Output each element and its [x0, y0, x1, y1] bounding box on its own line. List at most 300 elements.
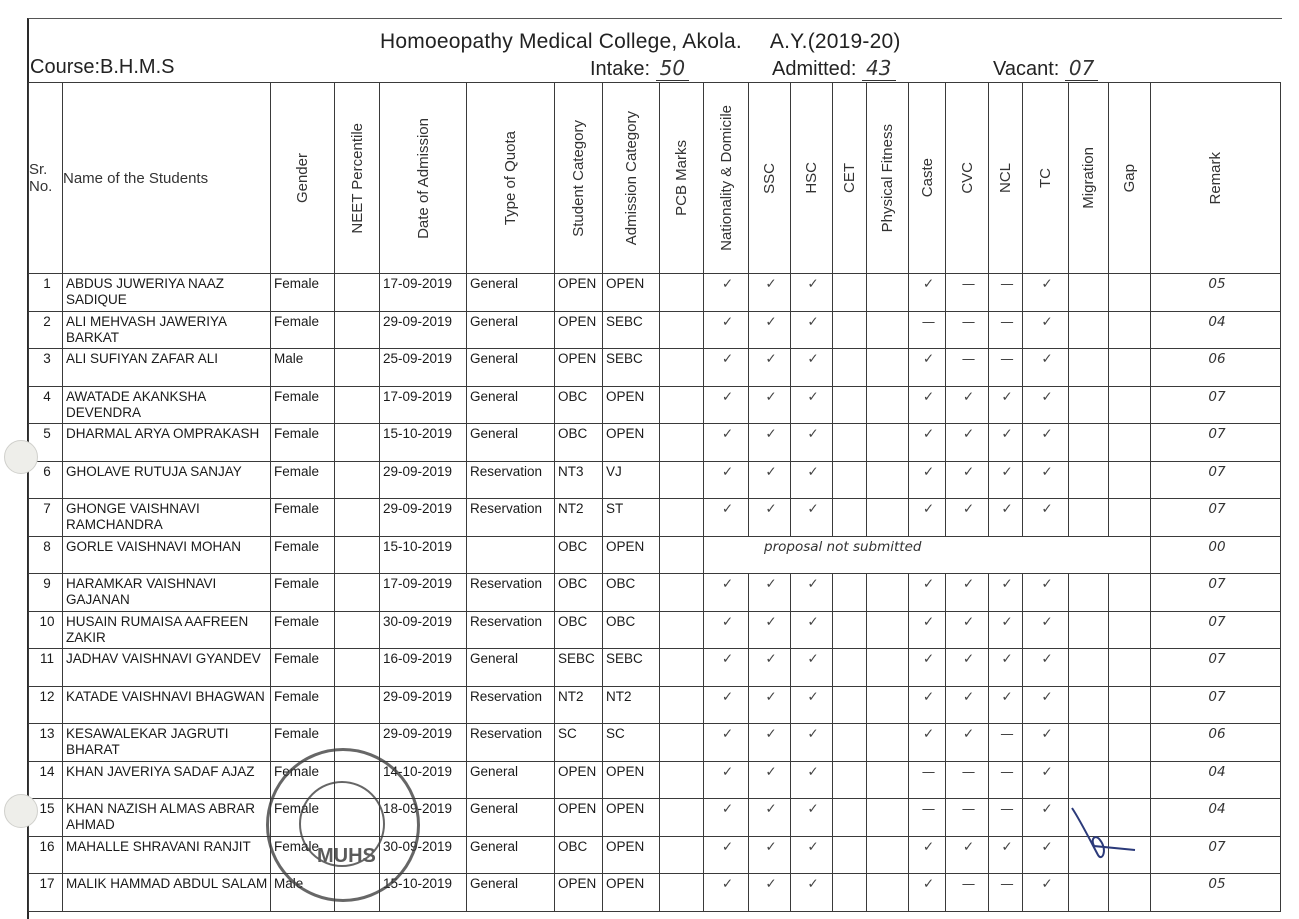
cell-pcb — [660, 799, 704, 837]
cell-nationality: ✓ — [704, 424, 749, 462]
cell-student-category: OBC — [555, 611, 603, 649]
cell-date: 16-09-2019 — [380, 649, 467, 687]
cell-cet — [833, 761, 867, 799]
cell-ncl: ✓ — [989, 836, 1023, 874]
col-ssc — [749, 83, 791, 274]
cell-admission-category: OPEN — [603, 761, 660, 799]
cell-nationality: ✓ — [704, 311, 749, 349]
cell-fitness — [867, 761, 909, 799]
cell-gap — [1109, 761, 1151, 799]
cell-cet — [833, 836, 867, 874]
col-nationality — [704, 83, 749, 274]
col-tc-label: TC — [1037, 168, 1054, 188]
cell-migration — [1069, 874, 1109, 912]
cell-gap — [1109, 461, 1151, 499]
cell-gender: Male — [271, 349, 335, 387]
cell-sr: 12 — [29, 686, 63, 724]
cell-gender: Male — [271, 874, 335, 912]
col-neet — [335, 83, 380, 274]
cell-nationality: ✓ — [704, 799, 749, 837]
cell-caste: ✓ — [909, 611, 946, 649]
intake-label: Intake: — [590, 58, 651, 80]
cell-migration — [1069, 461, 1109, 499]
cell-ncl: — — [989, 724, 1023, 762]
cell-gap — [1109, 311, 1151, 349]
cell-nationality: ✓ — [704, 761, 749, 799]
cell-pcb — [660, 611, 704, 649]
cell-student-category: NT2 — [555, 499, 603, 537]
cell-tc: ✓ — [1023, 874, 1069, 912]
cell-pcb — [660, 686, 704, 724]
cell-gender: Female — [271, 761, 335, 799]
cell-cet — [833, 799, 867, 837]
cell-cet — [833, 274, 867, 312]
cell-student-category: OPEN — [555, 311, 603, 349]
cell-caste: ✓ — [909, 686, 946, 724]
cell-migration — [1069, 724, 1109, 762]
cell-ssc: ✓ — [749, 461, 791, 499]
cell-student-category: OBC — [555, 574, 603, 612]
cell-neet — [335, 499, 380, 537]
cell-ssc: ✓ — [749, 349, 791, 387]
cell-pcb — [660, 874, 704, 912]
cell-remark: 06 — [1151, 724, 1281, 762]
cell-neet — [335, 686, 380, 724]
cell-ncl: ✓ — [989, 574, 1023, 612]
cell-quota: General — [467, 761, 555, 799]
cell-date: 29-09-2019 — [380, 311, 467, 349]
cell-ssc: ✓ — [749, 574, 791, 612]
cell-cet — [833, 311, 867, 349]
cell-pcb — [660, 386, 704, 424]
signature-mark — [1060, 800, 1140, 870]
cell-cet — [833, 724, 867, 762]
cell-hsc: ✓ — [791, 799, 833, 837]
cell-name: ABDUS JUWERIYA NAAZ SADIQUE — [63, 274, 271, 312]
col-caste-label: Caste — [918, 158, 936, 198]
cell-migration — [1069, 349, 1109, 387]
cell-cvc: ✓ — [946, 424, 989, 462]
cell-ncl: — — [989, 761, 1023, 799]
cell-quota: Reservation — [467, 686, 555, 724]
col-admission-category-label: Admission Category — [622, 110, 640, 246]
cell-cet — [833, 386, 867, 424]
cell-nationality: ✓ — [704, 274, 749, 312]
table-row — [29, 686, 1281, 724]
cell-gender: Female — [271, 799, 335, 837]
col-hsc — [791, 83, 833, 274]
cell-nationality: ✓ — [704, 874, 749, 912]
col-quota-label: Type of Quota — [502, 130, 519, 226]
cell-remark: 07 — [1151, 836, 1281, 874]
cell-quota: General — [467, 349, 555, 387]
cell-student-category: OPEN — [555, 761, 603, 799]
cell-cvc: — — [946, 349, 989, 387]
cell-quota: Reservation — [467, 611, 555, 649]
cell-date: 30-09-2019 — [380, 836, 467, 874]
cell-sr: 3 — [29, 349, 63, 387]
cell-pcb — [660, 461, 704, 499]
cell-name: ALI SUFIYAN ZAFAR ALI — [63, 349, 271, 387]
cell-name: GORLE VAISHNAVI MOHAN — [63, 536, 271, 574]
cell-ssc: ✓ — [749, 499, 791, 537]
cell-gender: Female — [271, 574, 335, 612]
cell-sr: 13 — [29, 724, 63, 762]
cell-cet — [833, 611, 867, 649]
cell-admission-category: SEBC — [603, 311, 660, 349]
cell-cet — [833, 461, 867, 499]
cell-pcb — [660, 724, 704, 762]
cell-gender: Female — [271, 686, 335, 724]
cell-gap — [1109, 649, 1151, 687]
cell-neet — [335, 424, 380, 462]
cell-pcb — [660, 311, 704, 349]
cell-neet — [335, 536, 380, 574]
col-gender — [271, 83, 335, 274]
cell-ssc: ✓ — [749, 686, 791, 724]
cell-student-category: NT3 — [555, 461, 603, 499]
cell-admission-category: ST — [603, 499, 660, 537]
cell-fitness — [867, 649, 909, 687]
cell-ncl: ✓ — [989, 611, 1023, 649]
cell-hsc: ✓ — [791, 761, 833, 799]
cell-ssc: ✓ — [749, 386, 791, 424]
admitted-group — [772, 56, 896, 81]
cell-pcb — [660, 536, 704, 574]
cell-gender: Female — [271, 424, 335, 462]
cell-date: 14-10-2019 — [380, 761, 467, 799]
cell-gender: Female — [271, 274, 335, 312]
cell-fitness — [867, 424, 909, 462]
cell-ncl: — — [989, 349, 1023, 387]
cell-gap — [1109, 274, 1151, 312]
cell-neet — [335, 649, 380, 687]
cell-hsc: ✓ — [791, 874, 833, 912]
cell-ncl: ✓ — [989, 499, 1023, 537]
cell-gap — [1109, 386, 1151, 424]
cell-sr: 6 — [29, 461, 63, 499]
cell-gap — [1109, 611, 1151, 649]
col-gender-label: Gender — [294, 152, 311, 204]
cell-student-category: OPEN — [555, 274, 603, 312]
cell-student-category: SEBC — [555, 649, 603, 687]
intake-group — [590, 56, 689, 81]
cell-gap — [1109, 686, 1151, 724]
cell-pcb — [660, 424, 704, 462]
cell-fitness — [867, 461, 909, 499]
table-row — [29, 761, 1281, 799]
cell-ssc: ✓ — [749, 874, 791, 912]
cell-tc: ✓ — [1023, 499, 1069, 537]
punch-hole — [4, 440, 38, 474]
cell-hsc: ✓ — [791, 424, 833, 462]
cell-fitness — [867, 349, 909, 387]
cell-remark: 07 — [1151, 574, 1281, 612]
table-row — [29, 536, 1281, 574]
cell-migration — [1069, 499, 1109, 537]
cell-gap — [1109, 424, 1151, 462]
cell-hsc: ✓ — [791, 611, 833, 649]
cell-date: 18-09-2019 — [380, 799, 467, 837]
cell-neet — [335, 761, 380, 799]
cell-fitness — [867, 274, 909, 312]
cell-date: 29-09-2019 — [380, 499, 467, 537]
document-title — [380, 30, 901, 54]
cell-nationality: ✓ — [704, 649, 749, 687]
cell-cet — [833, 499, 867, 537]
cell-name: DHARMAL ARYA OMPRAKASH — [63, 424, 271, 462]
cell-caste: ✓ — [909, 349, 946, 387]
college-name: Homoeopathy Medical College, Akola. — [380, 30, 742, 53]
cell-admission-category: OBC — [603, 611, 660, 649]
cell-cvc: — — [946, 311, 989, 349]
seal-abbr: MUHS — [317, 845, 376, 867]
cell-gender: Female — [271, 311, 335, 349]
cell-quota: Reservation — [467, 461, 555, 499]
cell-fitness — [867, 874, 909, 912]
cell-cet — [833, 424, 867, 462]
cell-gender: Female — [271, 611, 335, 649]
cell-ssc: ✓ — [749, 311, 791, 349]
cell-remark: 05 — [1151, 274, 1281, 312]
cell-fitness — [867, 611, 909, 649]
cell-fitness — [867, 686, 909, 724]
cell-ncl: ✓ — [989, 386, 1023, 424]
cell-neet — [335, 574, 380, 612]
cell-hsc: ✓ — [791, 836, 833, 874]
cell-student-category: OBC — [555, 424, 603, 462]
cell-ncl: ✓ — [989, 424, 1023, 462]
cell-name: GHOLAVE RUTUJA SANJAY — [63, 461, 271, 499]
cell-fitness — [867, 799, 909, 837]
cell-gender: Female — [271, 461, 335, 499]
cell-migration — [1069, 424, 1109, 462]
cell-tc: ✓ — [1023, 836, 1069, 874]
col-cet — [833, 83, 867, 274]
cell-caste: ✓ — [909, 424, 946, 462]
col-caste — [909, 83, 946, 274]
cell-admission-category: OPEN — [603, 386, 660, 424]
col-remark — [1151, 83, 1281, 274]
cell-student-category: NT2 — [555, 686, 603, 724]
cell-admission-category: OPEN — [603, 536, 660, 574]
cell-ssc: ✓ — [749, 761, 791, 799]
cell-name: ALI MEHVASH JAWERIYA BARKAT — [63, 311, 271, 349]
table-row — [29, 574, 1281, 612]
cell-hsc: ✓ — [791, 386, 833, 424]
cell-nationality: ✓ — [704, 349, 749, 387]
cell-gap — [1109, 349, 1151, 387]
cell-student-category: OBC — [555, 536, 603, 574]
cell-cet — [833, 874, 867, 912]
col-nationality-label: Nationality & Domicile — [717, 105, 735, 251]
cell-hsc: ✓ — [791, 686, 833, 724]
cell-admission-category: OPEN — [603, 799, 660, 837]
cell-remark: 07 — [1151, 611, 1281, 649]
cell-cvc: — — [946, 274, 989, 312]
cell-tc: ✓ — [1023, 424, 1069, 462]
cell-pcb — [660, 499, 704, 537]
cell-cvc: ✓ — [946, 574, 989, 612]
cell-fitness — [867, 499, 909, 537]
table-row — [29, 274, 1281, 312]
col-gap — [1109, 83, 1151, 274]
vacant-label: Vacant: — [993, 58, 1060, 80]
col-quota — [467, 83, 555, 274]
cell-cet — [833, 649, 867, 687]
cell-pcb — [660, 574, 704, 612]
table-row — [29, 424, 1281, 462]
cell-fitness — [867, 574, 909, 612]
cell-tc: ✓ — [1023, 274, 1069, 312]
col-migration-label: Migration — [1080, 147, 1097, 209]
cell-ssc: ✓ — [749, 649, 791, 687]
cell-date: 15-10-2019 — [380, 424, 467, 462]
cell-remark: 04 — [1151, 311, 1281, 349]
cell-migration — [1069, 761, 1109, 799]
cell-ncl: — — [989, 799, 1023, 837]
cell-hsc: ✓ — [791, 574, 833, 612]
cell-quota: Reservation — [467, 724, 555, 762]
cell-ncl: ✓ — [989, 461, 1023, 499]
cell-cet — [833, 349, 867, 387]
cell-quota: Reservation — [467, 499, 555, 537]
cell-remark: 05 — [1151, 874, 1281, 912]
cell-student-category: OPEN — [555, 874, 603, 912]
cell-cvc: ✓ — [946, 649, 989, 687]
cell-remark: 07 — [1151, 649, 1281, 687]
cell-sr: 10 — [29, 611, 63, 649]
cell-remark: 07 — [1151, 386, 1281, 424]
cell-gender: Female — [271, 649, 335, 687]
cell-name: KHAN NAZISH ALMAS ABRAR AHMAD — [63, 799, 271, 837]
cell-caste: ✓ — [909, 574, 946, 612]
cell-tc: ✓ — [1023, 461, 1069, 499]
cell-caste: — — [909, 311, 946, 349]
cell-ncl: — — [989, 274, 1023, 312]
cell-neet — [335, 274, 380, 312]
admitted-value: 43 — [862, 56, 895, 81]
cell-admission-category: SEBC — [603, 349, 660, 387]
cell-sr: 15 — [29, 799, 63, 837]
col-sr: Sr. No. — [29, 83, 63, 274]
cell-migration — [1069, 274, 1109, 312]
cell-remark: 07 — [1151, 499, 1281, 537]
col-doa — [380, 83, 467, 274]
cell-gap — [1109, 499, 1151, 537]
cell-hsc: ✓ — [791, 461, 833, 499]
cell-cvc: — — [946, 874, 989, 912]
cell-admission-category: OPEN — [603, 274, 660, 312]
cell-sr: 8 — [29, 536, 63, 574]
cell-quota: General — [467, 424, 555, 462]
cell-student-category: OPEN — [555, 349, 603, 387]
cell-name: GHONGE VAISHNAVI RAMCHANDRA — [63, 499, 271, 537]
table-row — [29, 499, 1281, 537]
cell-migration — [1069, 574, 1109, 612]
cell-cet — [833, 686, 867, 724]
vacant-value: 07 — [1065, 56, 1098, 81]
cell-name: JADHAV VAISHNAVI GYANDEV — [63, 649, 271, 687]
vacant-group — [993, 56, 1098, 81]
table-row — [29, 724, 1281, 762]
cell-cvc: ✓ — [946, 386, 989, 424]
cell-migration — [1069, 649, 1109, 687]
col-ncl — [989, 83, 1023, 274]
cell-sr: 16 — [29, 836, 63, 874]
col-pcb-label: PCB Marks — [673, 140, 690, 216]
cell-tc: ✓ — [1023, 574, 1069, 612]
cell-name: KESAWALEKAR JAGRUTI BHARAT — [63, 724, 271, 762]
cell-gap — [1109, 574, 1151, 612]
cell-nationality: ✓ — [704, 686, 749, 724]
cell-tc: ✓ — [1023, 311, 1069, 349]
col-cvc-label: CVC — [958, 162, 976, 194]
cell-fitness — [867, 724, 909, 762]
col-gap-label: Gap — [1121, 163, 1138, 193]
cell-student-category: OPEN — [555, 799, 603, 837]
cell-remark: 07 — [1151, 686, 1281, 724]
cell-gap — [1109, 874, 1151, 912]
cell-caste: ✓ — [909, 874, 946, 912]
cell-date: 29-09-2019 — [380, 461, 467, 499]
cell-caste: ✓ — [909, 836, 946, 874]
cell-neet — [335, 461, 380, 499]
col-student-category — [555, 83, 603, 274]
cell-nationality: ✓ — [704, 386, 749, 424]
cell-fitness — [867, 836, 909, 874]
cell-name: KHAN JAVERIYA SADAF AJAZ — [63, 761, 271, 799]
col-pcb — [660, 83, 704, 274]
cell-hsc: ✓ — [791, 311, 833, 349]
cell-date: 15-10-2019 — [380, 874, 467, 912]
cell-pcb — [660, 349, 704, 387]
cell-fitness — [867, 386, 909, 424]
cell-cvc: ✓ — [946, 686, 989, 724]
cell-sr: 14 — [29, 761, 63, 799]
cell-name: MALIK HAMMAD ABDUL SALAM — [63, 874, 271, 912]
cell-nationality: ✓ — [704, 724, 749, 762]
cell-name: AWATADE AKANKSHA DEVENDRA — [63, 386, 271, 424]
cell-ncl: — — [989, 311, 1023, 349]
cell-tc: ✓ — [1023, 686, 1069, 724]
cell-sr: 2 — [29, 311, 63, 349]
table-row — [29, 649, 1281, 687]
cell-gap — [1109, 724, 1151, 762]
cell-pcb — [660, 761, 704, 799]
cell-student-category: OBC — [555, 836, 603, 874]
table-row — [29, 386, 1281, 424]
cell-cvc: ✓ — [946, 724, 989, 762]
cell-ncl: — — [989, 874, 1023, 912]
cell-migration — [1069, 686, 1109, 724]
cell-quota: General — [467, 311, 555, 349]
cell-caste: ✓ — [909, 386, 946, 424]
cell-gender: Female — [271, 499, 335, 537]
cell-note: proposal not submitted — [704, 536, 1151, 574]
cell-hsc: ✓ — [791, 274, 833, 312]
cell-tc: ✓ — [1023, 761, 1069, 799]
cell-ssc: ✓ — [749, 836, 791, 874]
cell-pcb — [660, 649, 704, 687]
cell-caste: ✓ — [909, 499, 946, 537]
table-row — [29, 874, 1281, 912]
cell-ssc: ✓ — [749, 724, 791, 762]
cell-cvc: ✓ — [946, 611, 989, 649]
cell-date: 17-09-2019 — [380, 574, 467, 612]
cell-neet — [335, 874, 380, 912]
cell-migration — [1069, 311, 1109, 349]
